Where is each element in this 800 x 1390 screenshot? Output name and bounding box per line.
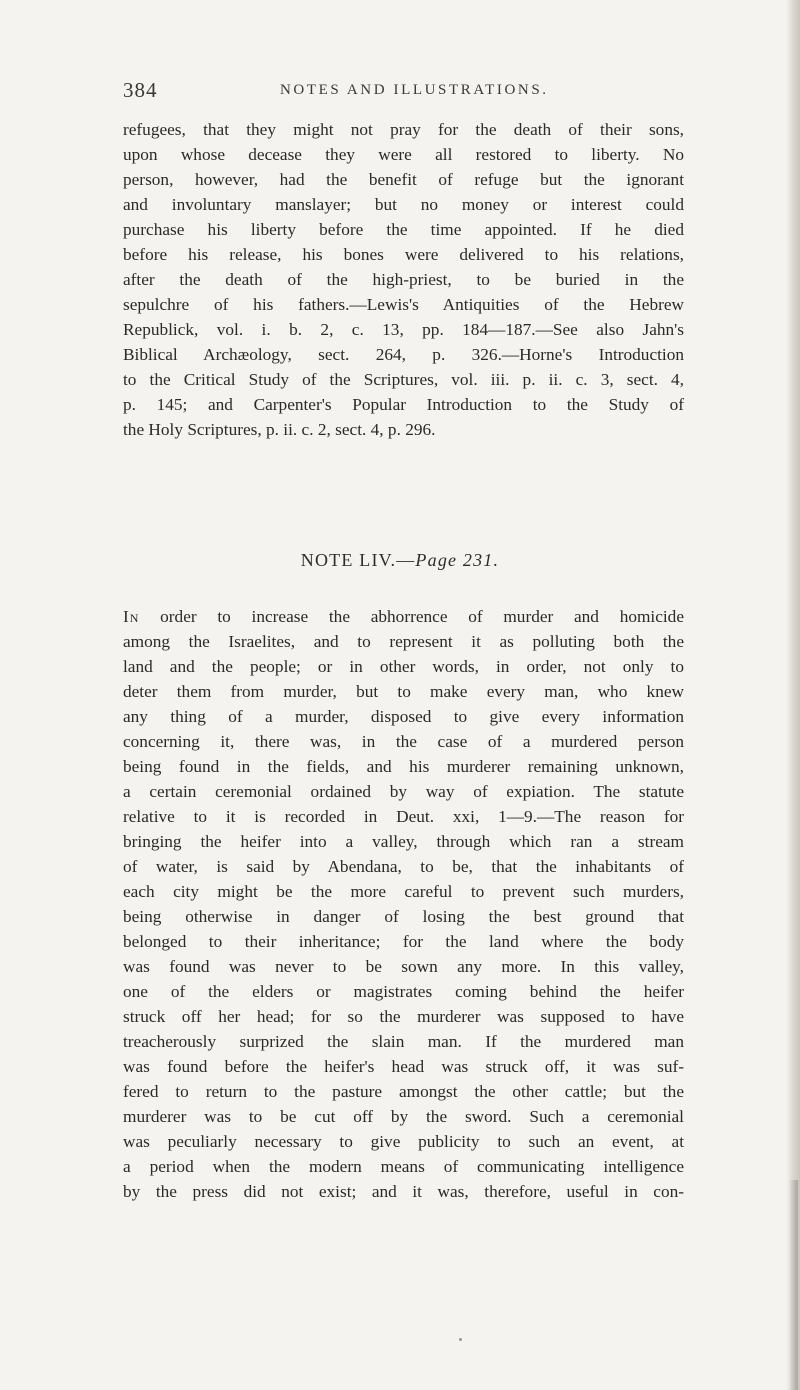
paper-speck bbox=[459, 1338, 462, 1341]
text-line: by the press did not exist; and it was, therefore, useful in con- bbox=[123, 1182, 684, 1201]
note-page-ref: Page 231. bbox=[415, 550, 500, 570]
page-edge-dark bbox=[789, 1180, 798, 1390]
text-line: each city might be the more careful to prevent such murders, bbox=[123, 882, 684, 901]
text-line: relative to it is recorded in Deut. xxi, 1—9.—The reason for bbox=[123, 807, 684, 826]
text-line: after the death of the high-priest, to be buried in the bbox=[123, 270, 684, 289]
text-line: deter them from murder, but to make every man, who knew bbox=[123, 682, 684, 701]
text-line: struck off her head; for so the murderer was supposed to have bbox=[123, 1007, 684, 1026]
text-line: to the Critical Study of the Scriptures, vol. iii. p. ii. c. 3, sect. 4, bbox=[123, 370, 684, 389]
note-heading bbox=[0, 550, 800, 571]
running-head: NOTES AND ILLUSTRATIONS. bbox=[280, 82, 549, 98]
text-line: bringing the heifer into a valley, through which ran a stream bbox=[123, 832, 684, 851]
text-line-rest: order to increase the abhorrence of murder and homicide bbox=[139, 607, 684, 626]
text-line: was peculiarly necessary to give publicity to such an event, at bbox=[123, 1132, 684, 1151]
paragraph-expiation bbox=[123, 604, 684, 1204]
text-line: a certain ceremonial ordained by way of expiation. The statute bbox=[123, 782, 684, 801]
text-line: the Holy Scriptures, p. ii. c. 2, sect. 4, p. 296. bbox=[123, 420, 436, 439]
paragraph-refuge bbox=[123, 117, 684, 442]
page-header bbox=[123, 78, 683, 104]
text-line: belonged to their inheritance; for the land where the body bbox=[123, 932, 684, 951]
text-line: sepulchre of his fathers.—Lewis's Antiquities of the Hebrew bbox=[123, 295, 684, 314]
text-line: land and the people; or in other words, in order, not only to bbox=[123, 657, 684, 676]
text-line: a period when the modern means of communicating intelligence bbox=[123, 1157, 684, 1176]
text-line: person, however, had the benefit of refuge but the ignorant bbox=[123, 170, 684, 189]
text-line: p. 145; and Carpenter's Popular Introduction to the Study of bbox=[123, 395, 684, 414]
text-line: refugees, that they might not pray for the death of their sons, bbox=[123, 120, 684, 139]
text-line: of water, is said by Abendana, to be, that the inhabitants of bbox=[123, 857, 684, 876]
text-line: being found in the fields, and his murderer remaining unknown, bbox=[123, 757, 684, 776]
text-line: treacherously surprized the slain man. If the murdered man bbox=[123, 1032, 684, 1051]
text-line-first bbox=[123, 604, 684, 629]
text-line: fered to return to the pasture amongst the other cattle; but the bbox=[123, 1082, 684, 1101]
text-line: one of the elders or magistrates coming behind the heifer bbox=[123, 982, 684, 1001]
text-line: concerning it, there was, in the case of a murdered person bbox=[123, 732, 684, 751]
text-line: any thing of a murder, disposed to give every information bbox=[123, 707, 684, 726]
text-line: and involuntary manslayer; but no money or interest could bbox=[123, 195, 684, 214]
text-line: upon whose decease they were all restored to liberty. No bbox=[123, 145, 684, 164]
text-line: among the Israelites, and to represent it as polluting both the bbox=[123, 632, 684, 651]
text-line: murderer was to be cut off by the sword. Such a ceremonial bbox=[123, 1107, 684, 1126]
note-label: NOTE LIV.— bbox=[300, 550, 416, 570]
text-line: before his release, his bones were delivered to his relations, bbox=[123, 245, 684, 264]
text-line: Biblical Archæology, sect. 264, p. 326.—Horne's Introduction bbox=[123, 345, 684, 364]
text-line: was found was never to be sown any more. In this valley, bbox=[123, 957, 684, 976]
text-line: was found before the heifer's head was struck off, it was suf- bbox=[123, 1057, 684, 1076]
drop-cap: In bbox=[123, 607, 140, 626]
text-line: purchase his liberty before the time appointed. If he died bbox=[123, 220, 684, 239]
text-line: Republick, vol. i. b. 2, c. 13, pp. 184—187.—See also Jahn's bbox=[123, 320, 684, 339]
page-number: 384 bbox=[123, 78, 158, 102]
text-line: being otherwise in danger of losing the best ground that bbox=[123, 907, 684, 926]
